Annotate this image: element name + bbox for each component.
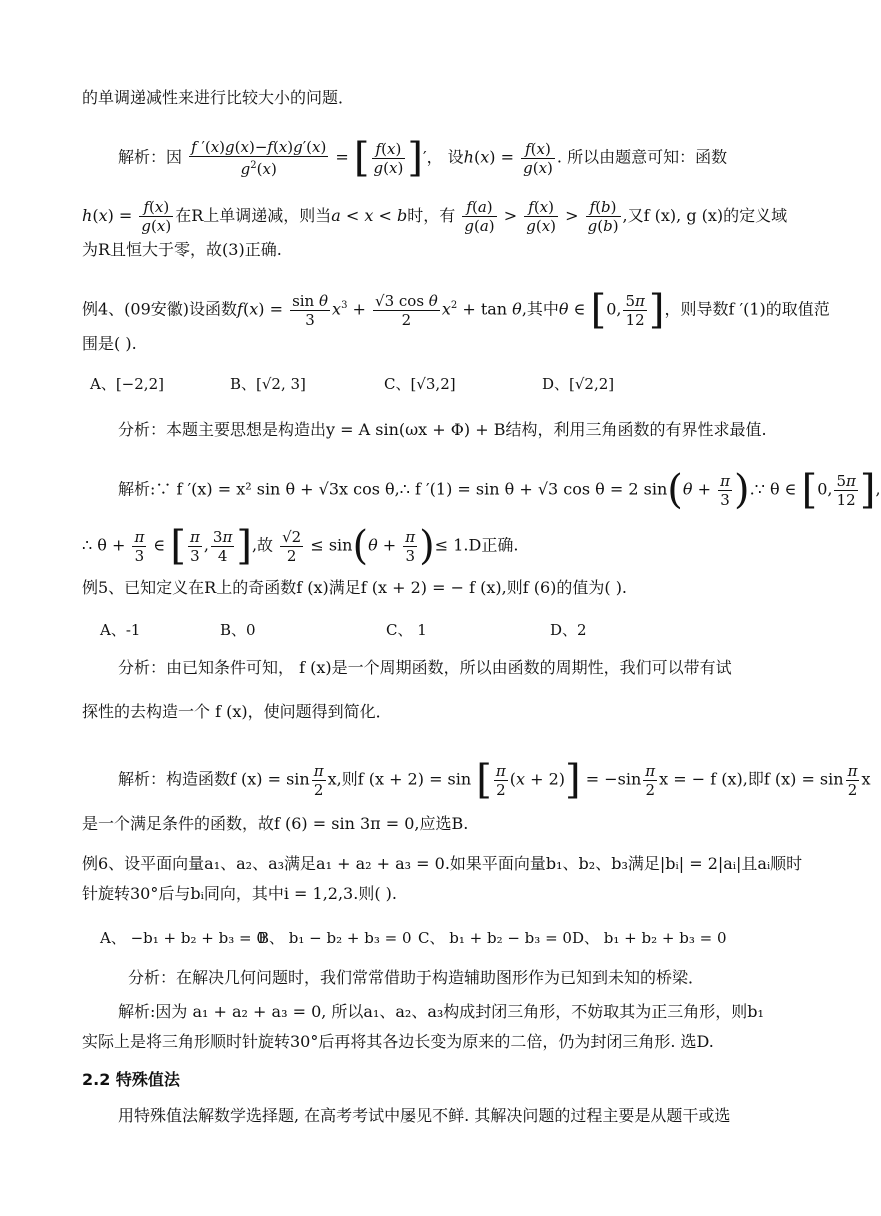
ex4-option-d: D、[√2,2] — [542, 375, 615, 393]
ex5-question: 例5、已知定义在R上的奇函数f (x)满足f (x + 2) = − f (x),则f (6)的值为( ). — [82, 578, 628, 597]
ex6-solution-line1: 解析:因为 a₁ + a₂ + a₃ = 0, 所以a₁、a₂、a₃构成封闭三角形，不妨取其为正三角形，则b₁ — [118, 1002, 764, 1021]
ex6-analysis: 分析：在解决几何问题时，我们常常借助于构造辅助图形作为已知到未知的桥梁． — [128, 968, 705, 987]
ex4-analysis: 分析：本题主要思想是构造出y = A sin(ωx + Φ) + B结构，利用三角函数的有界性求最值. — [118, 420, 767, 439]
ex5-option-a: A、-1 — [100, 621, 141, 639]
ex6-option-c: C、 b₁ + b₂ − b₃ = 0 — [418, 929, 572, 947]
ex6-solution-line2: 实际上是将三角形顺时针旋转30°后再将其各边长变为原来的二倍，仍为封闭三角形. 选D. — [82, 1032, 714, 1051]
ex6-question-line2: 针旋转30°后与bᵢ同向，其中i = 1,2,3.则( ). — [82, 884, 397, 903]
ex3-solution-line1: 解析：因 $\frac{f '(x)g(x)-f(x)g'(x)}{g^2(x)}$ = [ $\frac{f(x)}{g(x)}$ ]′， 设h(x) = $\frac{f(x)}{g(x)}$ . 所以由题意可知：函数 — [118, 135, 728, 181]
ex5-analysis-line1: 分析：由已知条件可知， f (x)是一个周期函数，所以由函数的周期性，我们可以带有试 — [118, 658, 732, 677]
ex5-option-d: D、2 — [550, 621, 587, 639]
ex5-option-b: B、0 — [220, 621, 256, 639]
ex6-question-line1: 例6、设平面向量a₁、a₂、a₃满足a₁ + a₂ + a₃ = 0.如果平面向量b₁、b₂、b₃满足|bᵢ| = 2|aᵢ|且aᵢ顺时 — [82, 854, 803, 873]
ex4-question-line1: 例4、(09安徽)设函数f(x) = $\frac{\text{sin θ}}{3}$ $x^3$ + $\frac{\text{√3 cos θ}}{2}$ $x^2 + \tan \theta$,其中θ ∈ [0, $\frac{5\pi}{12}$ ]，则导数f ′(1)的取值范 — [82, 287, 830, 333]
ex5-option-c: C、 1 — [386, 621, 427, 639]
ex5-solution-line1: 解析：构造函数f (x) = sin $\frac{\pi}{2}$ x,则f (x + 2) = sin [ $\frac{\pi}{2}$ (x + 2)] = −sin $\frac{\pi}{2}$ x = − f (x),即f (x) = sin $\frac{\pi}{2}$ x — [118, 757, 871, 803]
ex4-option-c: C、[√3,2] — [384, 375, 456, 393]
ex4-option-a: A、[−2,2] — [90, 375, 164, 393]
ex3-solution-line3: 为R且恒大于零，故(3)正确. — [82, 240, 282, 259]
intro-line: 的单调递减性来进行比较大小的问题． — [82, 88, 355, 107]
ex5-analysis-line2: 探性的去构造一个 f (x)，使问题得到简化． — [82, 702, 392, 721]
ex4-solution-line2: ∴ θ + $\frac{\pi}{3}$ ∈ [ $\frac{\pi}{3}$ , $\frac{3\pi}{4}$ ],故 $\frac{√2}{2}$ ≤ sin(θ + $\frac{\pi}{3}$ )≤ 1.D正确. — [82, 523, 519, 569]
ex6-option-b: B、 b₁ − b₂ + b₃ = 0 — [258, 929, 412, 947]
ex4-solution-line1: 解析:∵ f ′(x) = x² sin θ + √3x cos θ,∴ f ′(1) = sin θ + √3 cos θ = 2 sin(θ + $\frac{\pi}{3}$ ).∵ θ ∈ [0, $\frac{5\pi}{12}$ ], — [118, 467, 881, 513]
ex4-option-b: B、[√2, 3] — [230, 375, 306, 393]
section-heading: 2.2 特殊值法 — [82, 1070, 180, 1089]
ex3-solution-line2: h(x) = $\frac{f(x)}{g(x)}$ 在R上单调递减，则当a < x < b时，有 $\frac{f(a)}{g(a)}$ > $\frac{f(x)}{g(x)}$ > $\frac{f(b)}{g(b)}$ ,又f (x), g (x)的定义域 — [82, 198, 788, 235]
ex6-option-d: D、 b₁ + b₂ + b₃ = 0 — [572, 929, 727, 947]
ex4-question-line2: 围是( ). — [82, 334, 137, 353]
ex6-option-a: A、 −b₁ + b₂ + b₃ = 0 — [100, 929, 266, 947]
section-paragraph: 用特殊值法解数学选择题, 在高考考试中屡见不鲜. 其解决问题的过程主要是从题干或选 — [118, 1106, 731, 1125]
ex5-solution-line2: 是一个满足条件的函数，故f (6) = sin 3π = 0,应选B. — [82, 814, 469, 833]
